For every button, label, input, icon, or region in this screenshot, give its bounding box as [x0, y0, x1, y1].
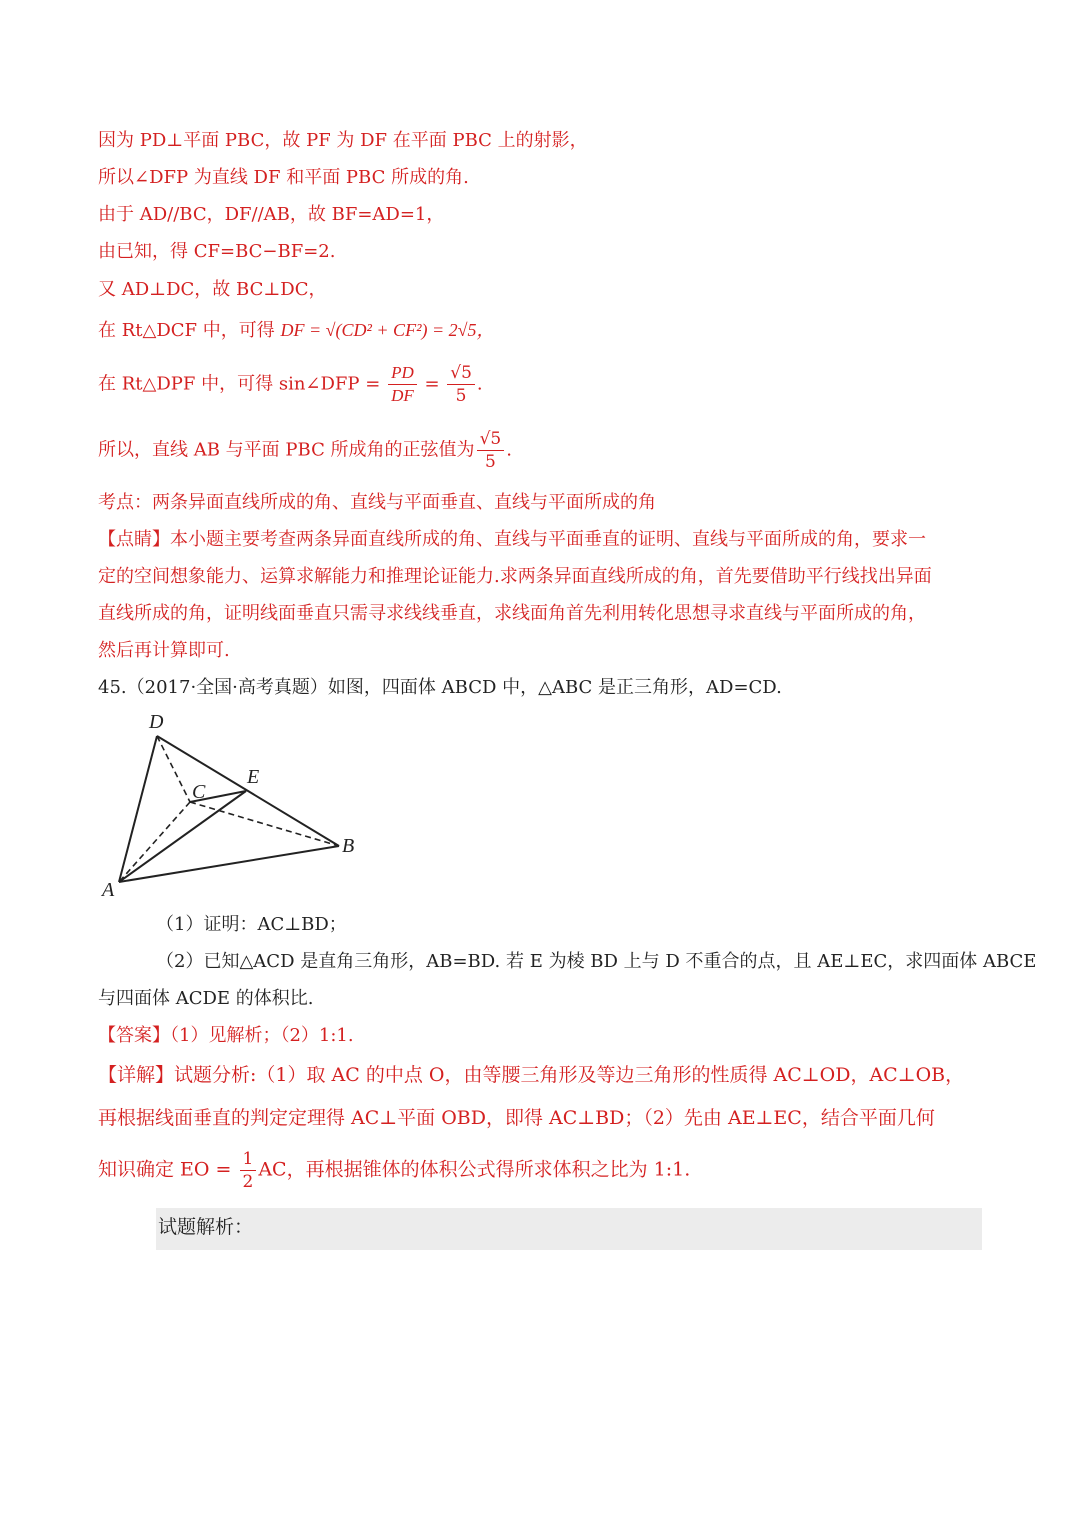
solution-line-2: 所以∠DFP 为直线 DF 和平面 PBC 所成的角.: [98, 167, 469, 188]
solution-box: [156, 1208, 982, 1250]
analysis-line-2: 再根据线面垂直的判定定理得 AC⊥平面 OBD，即得 AC⊥BD；（2）先由 AE⊥EC，结合平面几何: [98, 1107, 935, 1129]
answer-tag: 【答案】: [98, 1025, 170, 1046]
vertex-label-d: D: [149, 711, 164, 733]
answer-line: [98, 1024, 354, 1048]
question-number: 45.: [98, 677, 127, 698]
solution-line-5: 又 AD⊥DC，故 BC⊥DC，: [98, 279, 327, 300]
fraction-numerator: √5: [477, 428, 505, 451]
fraction-pd-df: [388, 362, 417, 407]
vertex-label-b: B: [342, 835, 355, 857]
analysis-line-3: [98, 1148, 690, 1193]
dianjing-line-2: 定的空间想象能力、运算求解能力和推理论证能力.求两条异面直线所成的角，首先要借助平行线找出异面: [98, 566, 932, 587]
dianjing-line-3: 直线所成的角，证明线面垂直只需寻求线线垂直，求线面角首先利用转化思想寻求直线与平面所成的角，: [98, 603, 926, 624]
dianjing-line-4: 然后再计算即可.: [98, 640, 230, 661]
fraction-one-half: [240, 1148, 257, 1193]
solution-line-8: 所以，直线 AB 与平面 PBC 所成角的正弦值为 $\frac{√5}{5}$ .: [98, 429, 512, 472]
analysis-line-1: [98, 1063, 964, 1087]
solution-line-7: 在 Rt△DPF 中，可得 sin∠DFP = $\frac{PD}{DF}$ = $\frac{√5}{5}$ .: [98, 363, 483, 406]
vertex-label-e: E: [247, 766, 260, 788]
solution-line-1: 因为 PD⊥平面 PBC，故 PF 为 DF 在平面 PBC 上的射影，: [98, 130, 588, 151]
fraction-sqrt5-over-5: [447, 362, 475, 407]
solution-line-6: [98, 318, 494, 343]
line8-prefix: 所以，直线 AB 与平面 PBC 所成角的正弦值为: [98, 439, 475, 461]
line6-prefix: 在 Rt△DCF 中，可得: [98, 320, 281, 341]
fraction-numerator: 1: [240, 1148, 257, 1171]
dianjing-line-1: [98, 528, 926, 552]
question-part-1: （1）证明：AC⊥BD；: [156, 914, 347, 935]
analysis-tag: 【详解】: [98, 1064, 175, 1086]
solution-line-3: 由于 AD//BC，DF//AB，故 BF=AD=1，: [98, 204, 445, 225]
question-text: 如图，四面体 ABCD 中，△ABC 是正三角形，AD=CD.: [327, 677, 782, 698]
solution-line-4: 由已知，得 CF=BC−BF=2.: [98, 241, 336, 262]
fraction-denominator: 5: [455, 386, 467, 406]
vertex-label-a: A: [102, 879, 115, 898]
tetrahedron-figure: [96, 706, 376, 898]
fraction-denominator: DF: [391, 386, 414, 405]
question-part-2a: （2）已知△ACD 是直角三角形，AB=BD. 若 E 为棱 BD 上与 D 不重合的点，且 AE⊥EC，求四面体 ABCE: [156, 951, 1037, 972]
fraction-denominator: 5: [484, 452, 496, 472]
fraction-denominator: 2: [242, 1172, 254, 1192]
equals-sign: =: [418, 373, 446, 395]
analysis-line3-prefix: 知识确定 EO =: [98, 1158, 238, 1181]
answer-text: （1）见解析；（2）1:1.: [170, 1025, 354, 1046]
fraction-sqrt5-over-5: [477, 428, 505, 473]
analysis-line3-suffix: AC，再根据锥体的体积公式得所求体积之比为 1:1.: [258, 1158, 691, 1181]
kaodian-line: 考点：两条异面直线所成的角、直线与平面垂直、直线与平面所成的角: [98, 492, 656, 513]
question-stem: [98, 676, 782, 700]
edge-cb: [190, 802, 339, 846]
edge-ae: [119, 791, 246, 882]
edge-ab: [119, 846, 339, 882]
dianjing-tag: 【点睛】: [98, 529, 170, 550]
line7-prefix: 在 Rt△DPF 中，可得 sin∠DFP =: [98, 373, 387, 395]
dianjing-text: 本小题主要考查两条异面直线所成的角、直线与平面垂直的证明、直线与平面所成的角，要求一: [170, 529, 926, 550]
analysis-text-1: 试题分析:（1）取 AC 的中点 O，由等腰三角形及等边三角形的性质得 AC⊥OD，AC⊥OB，: [174, 1064, 965, 1086]
line6-formula: DF = √(CD² + CF²) = 2√5，: [280, 320, 495, 340]
fraction-numerator: PD: [388, 362, 417, 385]
vertex-label-c: C: [192, 781, 206, 803]
question-source: （2017·全国·高考真题）: [126, 677, 328, 698]
solution-box-label: 试题解析：: [158, 1216, 254, 1238]
edge-da: [119, 736, 157, 882]
question-part-2b: 与四面体 ACDE 的体积比.: [98, 988, 314, 1009]
fraction-numerator: √5: [447, 362, 475, 385]
